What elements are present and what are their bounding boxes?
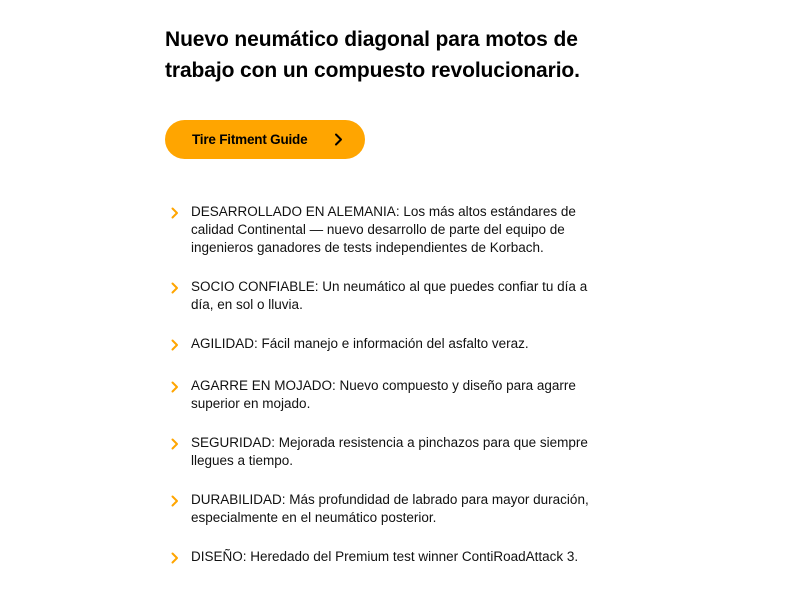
feature-list	[165, 203, 615, 569]
feature-item	[165, 278, 615, 314]
feature-item	[165, 377, 615, 413]
chevron-bullet-icon	[165, 548, 191, 569]
feature-text: AGARRE EN MOJADO: Nuevo compuesto y diseño para agarre superior en mojado.	[191, 378, 576, 411]
feature-text: DISEÑO: Heredado del Premium test winner ContiRoadAttack 3.	[191, 549, 579, 564]
feature-item	[165, 548, 615, 569]
feature-text: DURABILIDAD: Más profundidad de labrado para mayor duración, especialmente en el neumático posterior.	[191, 492, 589, 525]
feature-item	[165, 203, 615, 257]
feature-text: SOCIO CONFIABLE: Un neumático al que puedes confiar tu día a día, en sol o lluvia.	[191, 279, 588, 312]
product-headline: Nuevo neumático diagonal para motos de trabajo con un compuesto revolucionario.	[165, 28, 580, 82]
feature-item	[165, 335, 615, 356]
feature-text: AGILIDAD: Fácil manejo e información del asfalto veraz.	[191, 336, 529, 351]
tire-fitment-guide-label: Tire Fitment Guide	[192, 132, 308, 147]
product-content	[165, 24, 615, 590]
tire-fitment-guide-button[interactable]	[165, 120, 365, 159]
chevron-bullet-icon	[165, 278, 191, 299]
chevron-bullet-icon	[165, 434, 191, 455]
feature-text: SEGURIDAD: Mejorada resistencia a pinchazos para que siempre llegues a tiempo.	[191, 435, 588, 468]
feature-item	[165, 434, 615, 470]
feature-text: DESARROLLADO EN ALEMANIA: Los más altos estándares de calidad Continental — nuevo desarrollo de parte del equipo de ingenieros ganadores de tests independientes de Korbach.	[191, 204, 576, 255]
chevron-bullet-icon	[165, 335, 191, 356]
chevron-bullet-icon	[165, 203, 191, 224]
feature-item	[165, 491, 615, 527]
chevron-bullet-icon	[165, 377, 191, 398]
chevron-bullet-icon	[165, 491, 191, 512]
chevron-right-icon	[334, 133, 343, 146]
